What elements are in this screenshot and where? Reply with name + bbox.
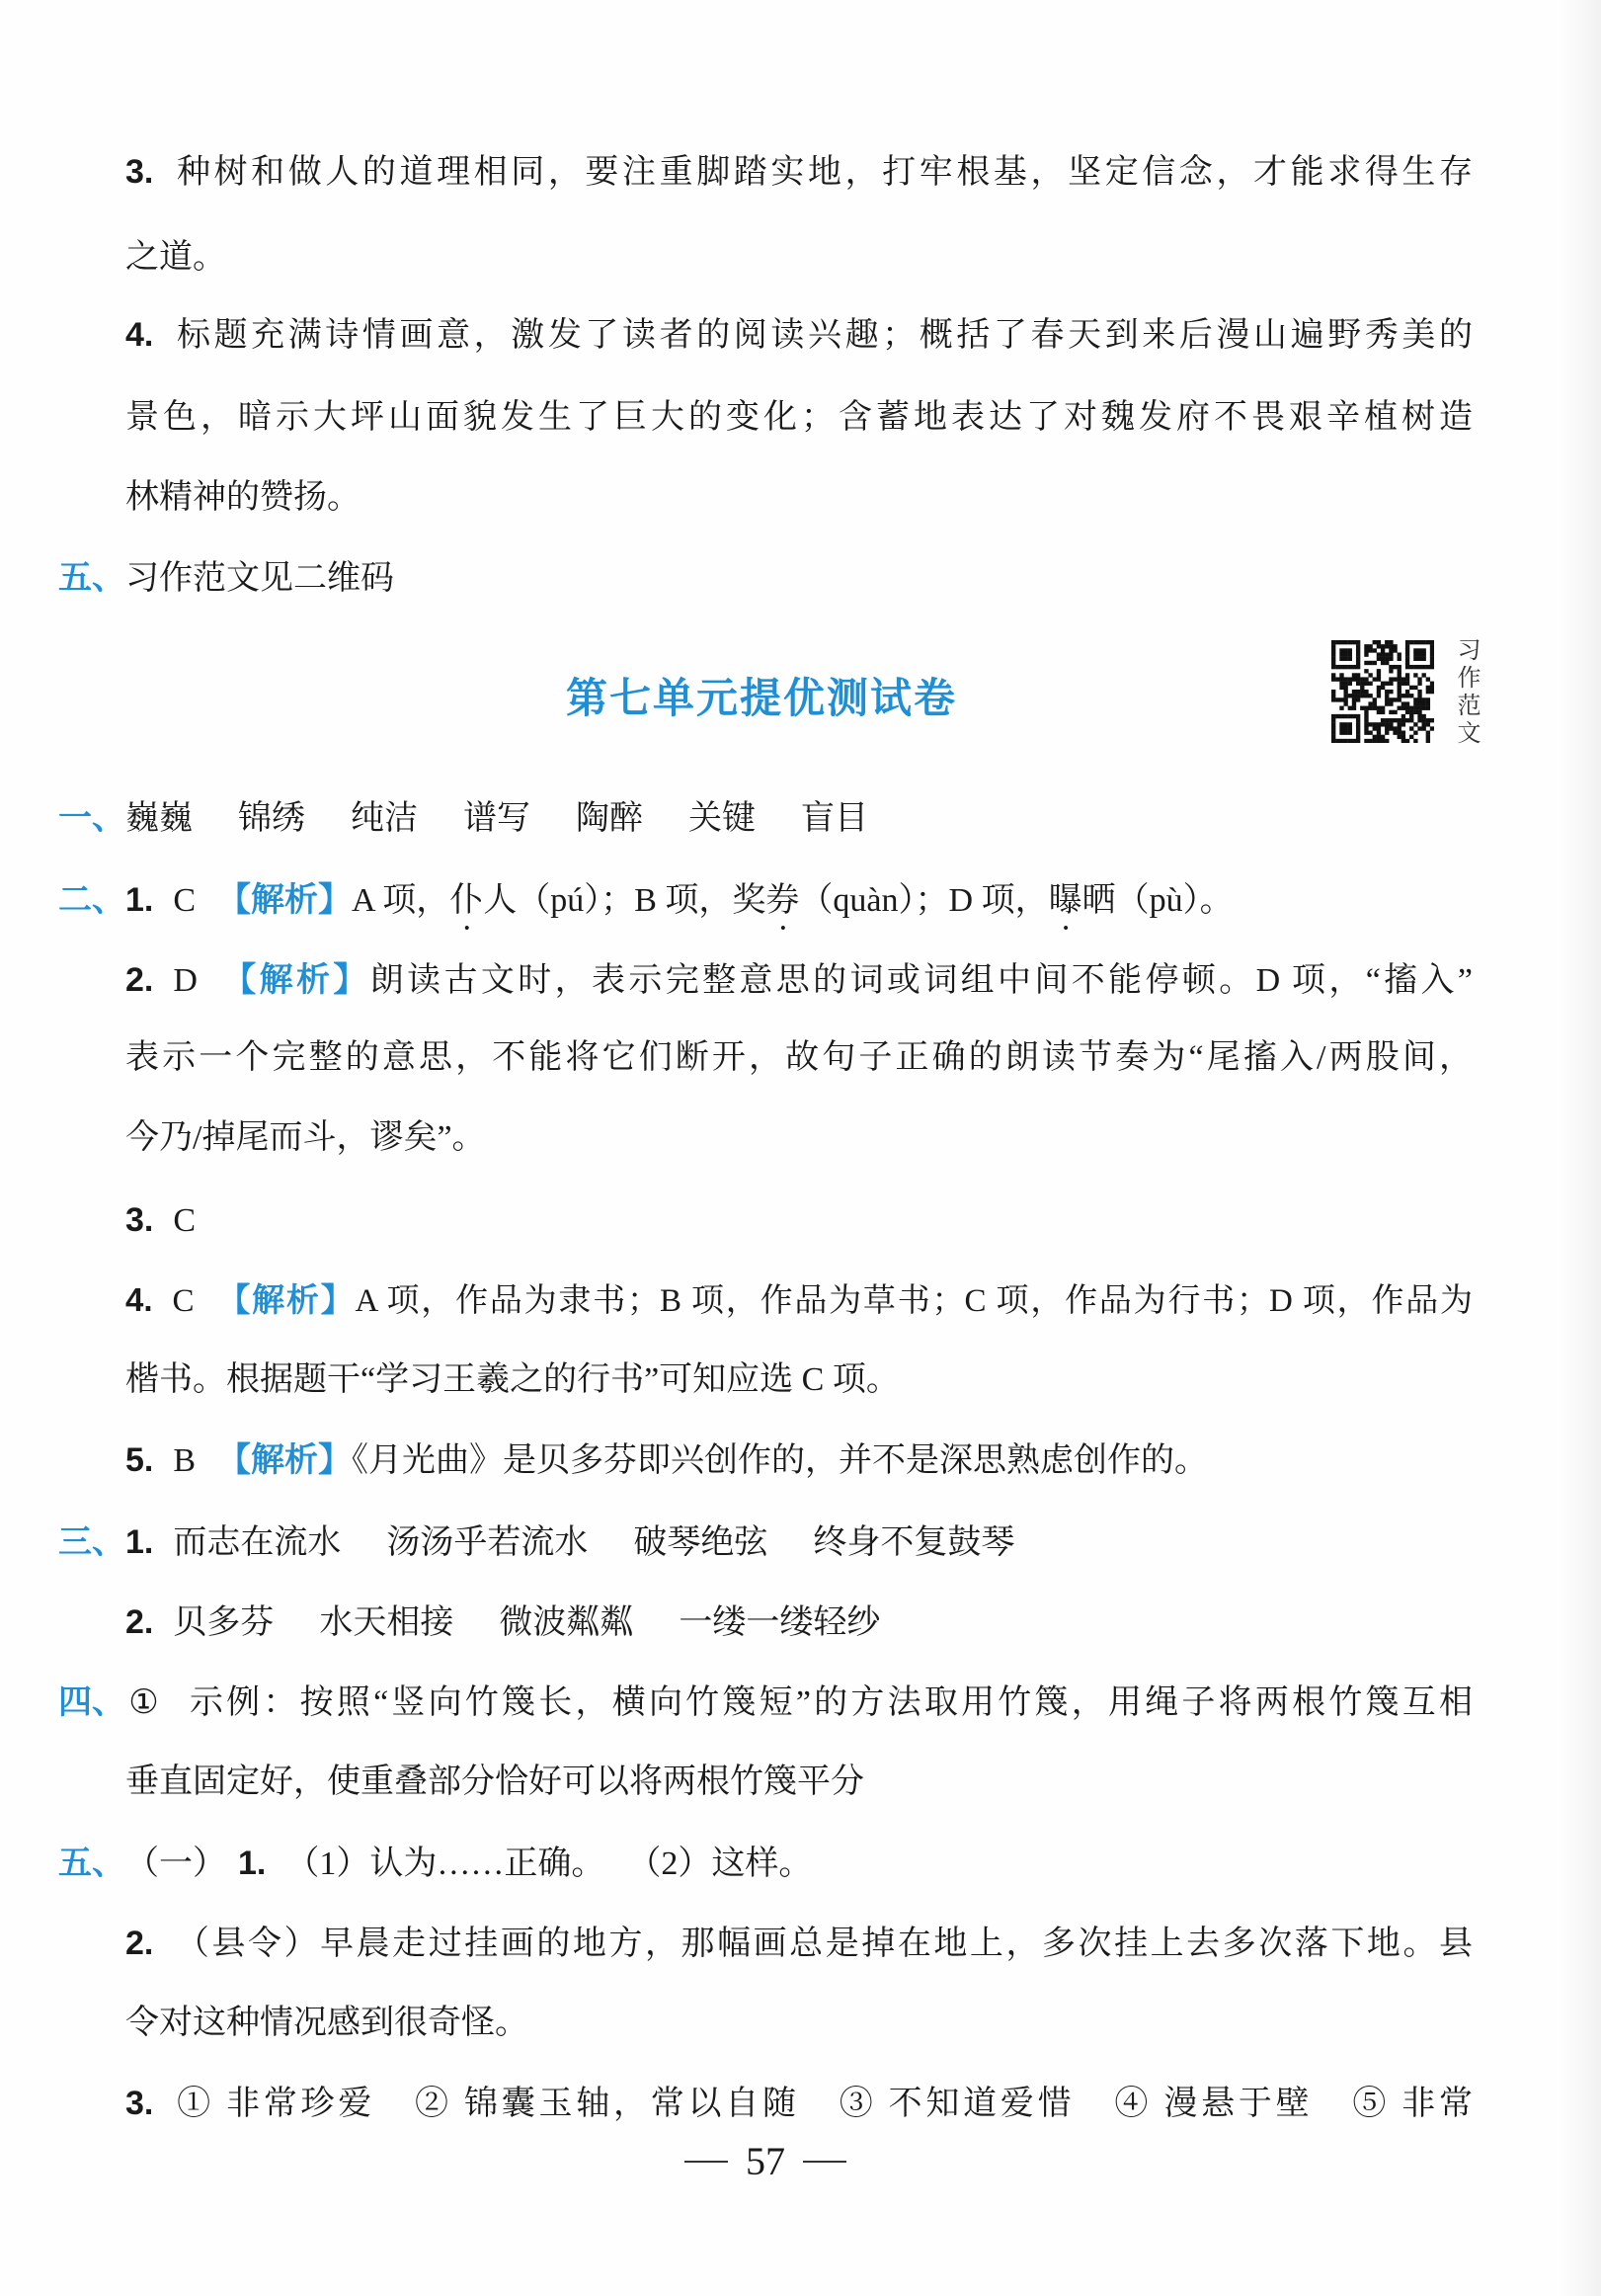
fill-answer: 汤汤乎若流水 — [386, 1524, 589, 1561]
answer-line-prev-q4-2 — [125, 394, 1473, 442]
analysis-text: A 项，作品为隶书；B 项，作品为草书；C 项，作品为行书；D 项，作品为 — [355, 1283, 1474, 1319]
question-number: 2. — [125, 961, 154, 999]
choice-answer: C — [173, 1202, 197, 1239]
question-number: 3. — [125, 153, 154, 191]
question-number: 1. — [238, 1845, 267, 1882]
sub-answer: ① 非常珍爱 — [173, 2086, 376, 2122]
sub-answer: ⑤ 非常 — [1352, 2086, 1474, 2122]
answer-text: 景色，暗示大坪山面貌发生了巨大的变化；含蓄地表达了对魏发府不畏艰辛植树造 — [125, 399, 1473, 436]
answer-line-part2-q2-3 — [125, 1114, 1473, 1162]
answer-text: 林精神的赞扬。 — [125, 479, 360, 516]
word: 盲目 — [801, 800, 868, 837]
answer-line-part5-q3 — [125, 2080, 1473, 2127]
qr-caption: 习作范文 — [1453, 637, 1481, 748]
word: 锦绣 — [238, 800, 305, 837]
sub-answer: ④ 漫悬于壁 — [1114, 2086, 1314, 2122]
word: 关键 — [688, 800, 756, 837]
analysis-tag: 【解析】 — [217, 1440, 353, 1480]
question-number: 1. — [125, 881, 154, 919]
analysis-tag: 【解析】 — [215, 1280, 356, 1319]
choice-answer: D — [173, 962, 198, 999]
section-label: 三、 — [58, 1522, 125, 1562]
answer-line-prev-q4-1 — [125, 311, 1473, 359]
answer-text: 标题充满诗情画意，激发了读者的阅读兴趣；概括了春天到来后漫山遍野秀美的 — [173, 317, 1473, 354]
question-number: 3. — [125, 2085, 154, 2122]
emphasized-char: 曝 — [1048, 882, 1082, 919]
analysis-text: 今乃/掉尾而斗，谬矣”。 — [125, 1119, 486, 1156]
answer-line-part2-q4-1 — [125, 1276, 1473, 1324]
page-edge-shadow — [1559, 0, 1601, 2296]
answer-text: 垂直固定好，使重叠部分恰好可以将两根竹篾平分 — [125, 1763, 864, 1800]
answer-line-part2-q1 — [58, 876, 1473, 924]
fill-answer: 水天相接 — [319, 1604, 454, 1641]
emphasized-char: 仆 — [449, 882, 484, 919]
item-marker: ① — [125, 1684, 162, 1721]
answer-line-part2-q2-1 — [125, 956, 1473, 1004]
choice-answer: C — [173, 882, 197, 919]
sub-answer: ② 锦囊玉轴，常以自随 — [415, 2086, 800, 2122]
fill-answer: 微波粼粼 — [499, 1604, 634, 1641]
fill-answer: 一缕一缕轻纱 — [679, 1604, 881, 1641]
analysis-tag: 【解析】 — [217, 880, 353, 920]
answer-line-part5-q2-2 — [125, 2000, 1473, 2047]
answer-text: 习作范文见二维码 — [125, 560, 394, 597]
question-number: 4. — [125, 1281, 153, 1318]
question-number: 1. — [125, 1523, 154, 1561]
section-label: 二、 — [58, 880, 125, 920]
page-number: 57 — [746, 2139, 785, 2183]
answer-line-part3-q2 — [125, 1599, 1473, 1646]
question-number: 3. — [125, 1201, 154, 1239]
page-number-footer — [681, 2137, 849, 2186]
answer-line-part1 — [58, 794, 1473, 842]
analysis-text: 人（pú）；B 项，奖 — [483, 882, 766, 919]
analysis-text: （quàn）；D 项， — [799, 882, 1049, 919]
answer-text: 令对这种情况感到很奇怪。 — [125, 2005, 528, 2041]
choice-answer: C — [172, 1283, 195, 1319]
answer-text: 之道。 — [125, 239, 226, 276]
answer-line-part5-q2-1 — [125, 1920, 1473, 1967]
qr-code-icon — [1331, 640, 1434, 743]
answer-line-part5-q1 — [58, 1840, 1473, 1887]
sub-answer: （1）认为……正确。 — [285, 1845, 605, 1882]
answer-line-part2-q4-2 — [125, 1356, 1473, 1404]
sub-answer: ③ 不知道爱惜 — [839, 2086, 1076, 2122]
emphasized-char: 券 — [765, 882, 800, 919]
analysis-text: 楷书。根据题干“学习王羲之的行书”可知应选 C 项。 — [125, 1361, 900, 1398]
answer-line-part4-2 — [125, 1759, 1473, 1806]
word: 陶醉 — [576, 800, 643, 837]
answer-line-prev-q4-3 — [125, 474, 1473, 522]
answer-line-part3-q1 — [58, 1518, 1473, 1566]
section-label: 五、 — [58, 1844, 125, 1883]
fill-answer: 破琴绝弦 — [633, 1524, 768, 1561]
answer-line-prev-q3-2 — [125, 234, 1473, 282]
dash-left — [684, 2161, 728, 2163]
section-label: 四、 — [58, 1682, 125, 1722]
word: 巍巍 — [125, 800, 193, 837]
answer-line-part2-q2-2 — [125, 1034, 1473, 1082]
sub-answer: （2）这样。 — [644, 1845, 813, 1882]
analysis-text: 晒（pù）。 — [1081, 882, 1234, 919]
question-number: 4. — [125, 316, 154, 354]
answer-line-prev-part5 — [58, 554, 1473, 602]
word: 纯洁 — [351, 800, 418, 837]
section-label: 一、 — [58, 798, 125, 838]
answer-line-part2-q5 — [125, 1436, 1473, 1484]
analysis-text: 《月光曲》是贝多芬即兴创作的，并不是深思熟虑创作的。 — [352, 1442, 1209, 1479]
unit-title: 第七单元提优测试卷 — [565, 674, 957, 722]
section-label: 五、 — [58, 558, 125, 598]
question-number: 2. — [125, 1925, 154, 1962]
choice-answer: B — [173, 1442, 197, 1479]
answer-line-prev-q3-1 — [125, 148, 1473, 196]
answer-text: （县令）早晨走过挂画的地方，那幅画总是掉在地上，多次挂上去多次落下地。县 — [173, 1926, 1473, 1962]
analysis-text: 朗读古文时，表示完整意思的词或词组中间不能停顿。D 项，“搐入” — [369, 962, 1474, 999]
subsection-label: （一） — [125, 1845, 226, 1882]
analysis-text: A 项， — [352, 882, 450, 919]
answer-line-part2-q3 — [125, 1196, 1473, 1244]
question-number: 5. — [125, 1441, 154, 1479]
fill-answer: 贝多芬 — [173, 1604, 275, 1641]
answer-text: 种树和做人的道理相同，要注重脚踏实地，打牢根基，坚定信念，才能求得生存 — [173, 154, 1473, 191]
dash-right — [803, 2161, 846, 2163]
word: 谱写 — [463, 800, 530, 837]
answer-text: 示例：按照“竖向竹篾长，横向竹篾短”的方法取用竹篾，用绳子将两根竹篾互相 — [189, 1684, 1473, 1721]
question-number: 2. — [125, 1603, 154, 1641]
analysis-tag: 【解析】 — [218, 960, 370, 1000]
answer-line-part4-1 — [58, 1679, 1473, 1726]
fill-answer: 而志在流水 — [173, 1524, 342, 1561]
analysis-text: 表示一个完整的意思，不能将它们断开，故句子正确的朗读节奏为“尾搐入/两股间， — [125, 1039, 1473, 1076]
fill-answer: 终身不复鼓琴 — [813, 1524, 1015, 1561]
